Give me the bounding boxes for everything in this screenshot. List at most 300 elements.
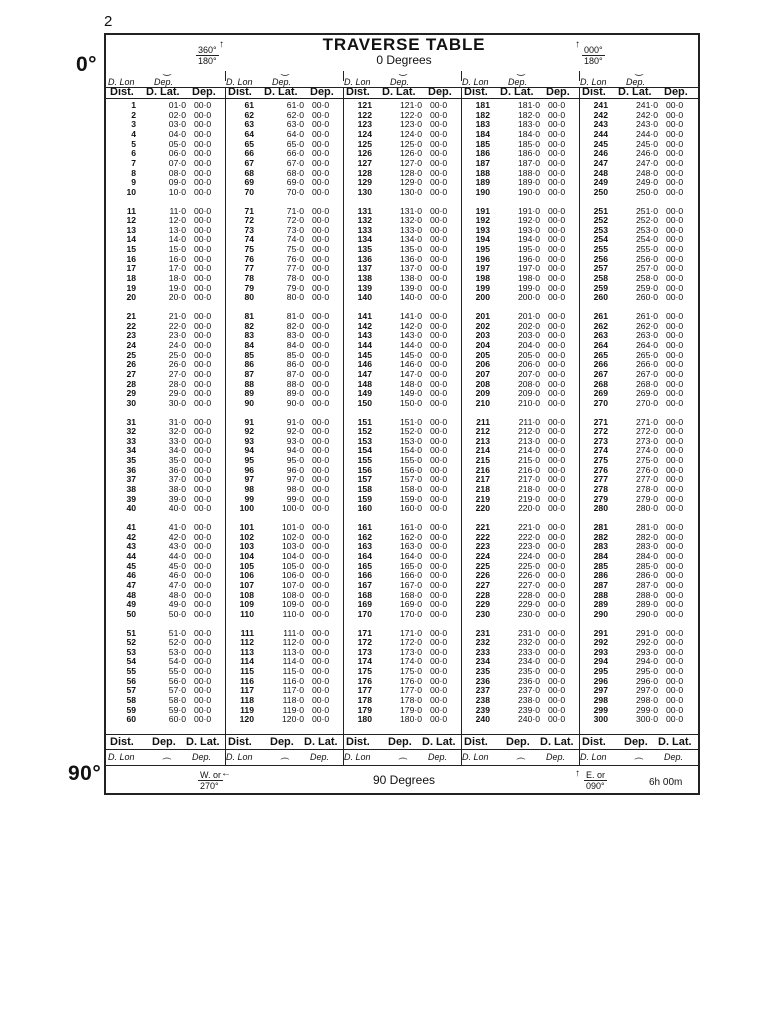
dist-cell: 129 <box>357 177 372 188</box>
dep-cell: 00·0 <box>548 464 566 475</box>
dlat-cell: 59·0 <box>168 704 186 715</box>
dlat-cell: 77·0 <box>286 263 304 274</box>
dlat-cell: 194·0 <box>518 234 540 245</box>
page-number: 2 <box>104 13 113 30</box>
dep-cell: 00·0 <box>430 550 448 561</box>
footer-dist: Dist. <box>582 736 606 748</box>
dep-cell: 00·0 <box>194 148 212 159</box>
dep-cell: 00·0 <box>430 704 448 715</box>
dep-cell: 00·0 <box>548 570 566 581</box>
dep-cell: 00·0 <box>430 685 448 696</box>
dlat-cell: 79·0 <box>286 282 304 293</box>
dlat-cell: 158·0 <box>400 484 422 495</box>
dist-cell: 168 <box>357 589 372 600</box>
dep-cell: 00·0 <box>312 263 330 274</box>
dist-cell: 130 <box>357 186 372 197</box>
table-row <box>112 293 224 303</box>
dlat-cell: 235·0 <box>518 666 540 677</box>
dist-cell: 197 <box>475 263 490 274</box>
dep-cell: 00·0 <box>194 167 212 178</box>
dist-cell: 220 <box>475 503 490 514</box>
dep-cell: 00·0 <box>430 627 448 638</box>
dist-cell: 28 <box>126 378 136 389</box>
dep-cell: 00·0 <box>548 435 566 446</box>
dep-cell: 00·0 <box>548 234 566 245</box>
dep-cell: 00·0 <box>194 234 212 245</box>
dlat-cell: 247·0 <box>636 157 658 168</box>
dist-cell: 239 <box>475 704 490 715</box>
dist-cell: 49 <box>126 599 136 610</box>
brace-mark: ⏜ <box>398 758 408 768</box>
dist-cell: 117 <box>240 685 254 696</box>
dist-cell: 91 <box>244 416 254 427</box>
dist-cell: 279 <box>593 493 608 504</box>
dlat-cell: 111·0 <box>283 627 304 638</box>
dlat-cell: 290·0 <box>636 608 658 619</box>
dlat-cell: 176·0 <box>400 675 422 686</box>
dlat-cell: 32·0 <box>168 426 186 437</box>
table-row <box>348 188 460 198</box>
dep-cell: 00·0 <box>312 339 330 350</box>
bottom-left-quadrant-bottom: 270° <box>200 781 219 791</box>
dep-cell: 00·0 <box>312 234 330 245</box>
dlat-cell: 106·0 <box>282 570 304 581</box>
dlat-cell: 62·0 <box>286 109 304 120</box>
dlat-cell: 152·0 <box>400 426 422 437</box>
dist-cell: 214 <box>475 445 490 456</box>
table-row <box>348 610 460 620</box>
header-lat: D. Lat. <box>500 86 534 98</box>
dep-cell: 00·0 <box>548 320 566 331</box>
dist-cell: 289 <box>593 599 608 610</box>
dlat-cell: 16·0 <box>168 253 186 264</box>
dlat-cell: 295·0 <box>636 666 658 677</box>
dlat-cell: 38·0 <box>168 484 186 495</box>
dlat-cell: 109·0 <box>282 599 304 610</box>
dist-cell: 14 <box>126 234 136 245</box>
dep-cell: 00·0 <box>666 148 684 159</box>
dist-cell: 5 <box>131 138 136 149</box>
dist-cell: 193 <box>475 224 490 235</box>
dlat-cell: 188·0 <box>518 167 540 178</box>
dep-cell: 00·0 <box>312 570 330 581</box>
dlat-cell: 31·0 <box>168 416 186 427</box>
dist-cell: 247 <box>593 157 608 168</box>
dist-cell: 81 <box>244 311 254 321</box>
dep-cell: 00·0 <box>548 531 566 542</box>
table-row <box>112 715 224 725</box>
dlat-cell: 159·0 <box>400 493 422 504</box>
dist-cell: 293 <box>593 646 608 657</box>
dep-cell: 00·0 <box>666 253 684 264</box>
dist-cell: 234 <box>475 656 490 667</box>
dep-cell: 00·0 <box>548 416 566 427</box>
header-dep: Dep. <box>428 86 452 98</box>
header-dist: Dist. <box>110 86 134 98</box>
dist-cell: 53 <box>126 646 136 657</box>
dep-cell: 00·0 <box>430 388 448 399</box>
dep-cell: 00·0 <box>666 186 684 197</box>
dist-cell: 125 <box>357 138 372 149</box>
dlat-cell: 270·0 <box>636 397 658 408</box>
dep-cell: 00·0 <box>430 138 448 149</box>
dist-cell: 9 <box>131 177 136 188</box>
dep-cell: 00·0 <box>430 263 448 274</box>
dlat-cell: 94·0 <box>286 445 304 456</box>
header-lat: D. Lat. <box>264 86 298 98</box>
dep-cell: 00·0 <box>430 464 448 475</box>
dist-cell: 136 <box>357 253 372 264</box>
dist-cell: 66 <box>244 148 254 159</box>
dep-cell: 00·0 <box>312 100 330 110</box>
dep-cell: 00·0 <box>194 263 212 274</box>
dist-cell: 180 <box>357 714 372 725</box>
dep-cell: 00·0 <box>194 608 212 619</box>
dlat-cell: 02·0 <box>168 109 186 120</box>
dlat-cell: 167·0 <box>400 579 422 590</box>
dist-cell: 33 <box>126 435 136 446</box>
dist-cell: 46 <box>126 570 136 581</box>
dlat-cell: 262·0 <box>636 320 658 331</box>
dlat-cell: 266·0 <box>636 359 658 370</box>
dep-cell: 00·0 <box>430 273 448 284</box>
dlat-cell: 68·0 <box>286 167 304 178</box>
dist-cell: 226 <box>475 570 490 581</box>
table-row <box>466 293 578 303</box>
dlat-cell: 112·0 <box>282 637 304 648</box>
dlat-cell: 115·0 <box>282 666 304 677</box>
dist-cell: 94 <box>244 445 254 456</box>
dist-cell: 139 <box>357 282 372 293</box>
dlat-cell: 120·0 <box>282 714 304 725</box>
dlat-cell: 210·0 <box>518 397 540 408</box>
dlat-cell: 239·0 <box>518 704 540 715</box>
dist-cell: 25 <box>126 349 136 360</box>
dlat-cell: 255·0 <box>636 244 658 255</box>
footer-dist: Dist. <box>228 736 252 748</box>
dep-cell: 00·0 <box>548 589 566 600</box>
dlat-cell: 06·0 <box>168 148 186 159</box>
top-right-quadrant-bottom: 180° <box>584 56 603 66</box>
dep-cell: 00·0 <box>666 608 684 619</box>
time-label: 6h 00m <box>649 777 683 788</box>
dlat-cell: 298·0 <box>636 695 658 706</box>
dep-cell: 00·0 <box>312 273 330 284</box>
dist-cell: 86 <box>244 359 254 370</box>
dep-cell: 00·0 <box>312 157 330 168</box>
dist-cell: 221 <box>475 522 490 532</box>
dlat-cell: 177·0 <box>400 685 422 696</box>
dist-cell: 286 <box>593 570 608 581</box>
dist-cell: 69 <box>244 177 254 188</box>
dist-cell: 1 <box>131 100 136 110</box>
dep-cell: 00·0 <box>666 541 684 552</box>
dep-cell: 00·0 <box>312 599 330 610</box>
dep-cell: 00·0 <box>548 637 566 648</box>
dep-cell: 00·0 <box>194 349 212 360</box>
column-divider <box>225 87 226 765</box>
dist-cell: 271 <box>593 416 608 427</box>
dlat-cell: 139·0 <box>400 282 422 293</box>
dep-label: Dep. <box>390 77 410 87</box>
dist-cell: 242 <box>593 109 608 120</box>
dlat-cell: 33·0 <box>168 435 186 446</box>
dist-cell: 64 <box>244 128 254 139</box>
dep-cell: 00·0 <box>666 320 684 331</box>
dist-cell: 251 <box>593 205 608 216</box>
dlat-cell: 29·0 <box>168 388 186 399</box>
dist-cell: 32 <box>126 426 136 437</box>
dist-cell: 121 <box>357 100 372 110</box>
dist-cell: 181 <box>475 100 490 110</box>
dist-cell: 20 <box>126 292 136 303</box>
dlat-cell: 168·0 <box>400 589 422 600</box>
dep-cell: 00·0 <box>312 531 330 542</box>
dist-cell: 85 <box>244 349 254 360</box>
dist-cell: 275 <box>593 455 608 466</box>
dep-cell: 00·0 <box>666 455 684 466</box>
dist-cell: 111 <box>240 627 254 638</box>
dist-cell: 104 <box>239 550 254 561</box>
dlat-cell: 203·0 <box>518 330 540 341</box>
dep-cell: 00·0 <box>194 244 212 255</box>
dist-cell: 245 <box>593 138 608 149</box>
dist-cell: 50 <box>126 608 136 619</box>
dlat-cell: 126·0 <box>400 148 422 159</box>
dep-cell: 00·0 <box>430 349 448 360</box>
dep-cell: 00·0 <box>312 695 330 706</box>
dist-cell: 235 <box>475 666 490 677</box>
dep-cell: 00·0 <box>312 541 330 552</box>
dist-cell: 131 <box>357 205 372 216</box>
dep-cell: 00·0 <box>430 570 448 581</box>
table-row <box>466 504 578 514</box>
dist-cell: 277 <box>593 474 608 485</box>
dep-cell: 00·0 <box>430 282 448 293</box>
dep-cell: 00·0 <box>194 493 212 504</box>
dep-cell: 00·0 <box>548 339 566 350</box>
dep-cell: 00·0 <box>548 550 566 561</box>
dist-cell: 190 <box>475 186 490 197</box>
dlat-cell: 75·0 <box>286 244 304 255</box>
dist-cell: 174 <box>357 656 372 667</box>
dep-cell: 00·0 <box>312 550 330 561</box>
dlat-cell: 23·0 <box>168 330 186 341</box>
dlat-cell: 91·0 <box>286 416 304 427</box>
dlat-cell: 163·0 <box>400 541 422 552</box>
dist-cell: 229 <box>475 599 490 610</box>
dist-cell: 238 <box>475 695 490 706</box>
dist-cell: 114 <box>240 656 254 667</box>
dep-cell: 00·0 <box>312 177 330 188</box>
dlat-cell: 162·0 <box>400 531 422 542</box>
dep-cell: 00·0 <box>194 646 212 657</box>
dlat-cell: 242·0 <box>636 109 658 120</box>
dist-cell: 47 <box>126 579 136 590</box>
dist-cell: 287 <box>593 579 608 590</box>
dist-cell: 200 <box>475 292 490 303</box>
dep-cell: 00·0 <box>194 109 212 120</box>
dep-cell: 00·0 <box>194 215 212 226</box>
dlat-cell: 245·0 <box>636 138 658 149</box>
dep-cell: 00·0 <box>548 522 566 532</box>
dist-cell: 228 <box>475 589 490 600</box>
dist-cell: 159 <box>357 493 372 504</box>
dist-cell: 123 <box>357 119 372 130</box>
dist-cell: 219 <box>475 493 490 504</box>
dist-cell: 99 <box>244 493 254 504</box>
dep-cell: 00·0 <box>312 455 330 466</box>
dlat-cell: 13·0 <box>168 224 186 235</box>
dep-cell: 00·0 <box>548 455 566 466</box>
dep-cell: 00·0 <box>548 646 566 657</box>
dist-cell: 218 <box>475 484 490 495</box>
dist-cell: 212 <box>475 426 490 437</box>
dist-cell: 244 <box>593 128 608 139</box>
dlat-cell: 45·0 <box>168 560 186 571</box>
dist-cell: 246 <box>593 148 608 159</box>
dep-cell: 00·0 <box>430 646 448 657</box>
dep-cell: 00·0 <box>194 205 212 216</box>
dep-cell: 00·0 <box>548 685 566 696</box>
dlat-cell: 76·0 <box>286 253 304 264</box>
dist-cell: 137 <box>357 263 372 274</box>
footer-dep: Dep. <box>152 736 176 748</box>
dist-cell: 149 <box>357 388 372 399</box>
dist-cell: 105 <box>239 560 254 571</box>
dlat-cell: 130·0 <box>400 186 422 197</box>
dlat-cell: 246·0 <box>636 148 658 159</box>
dlat-cell: 144·0 <box>400 339 422 350</box>
dep-cell: 00·0 <box>548 138 566 149</box>
dlat-cell: 281·0 <box>636 522 658 532</box>
dlat-cell: 164·0 <box>400 550 422 561</box>
table-row <box>466 188 578 198</box>
dep-cell: 00·0 <box>548 177 566 188</box>
table-row <box>230 715 342 725</box>
bottom-right-quadrant-top: E. or <box>586 770 606 780</box>
dist-cell: 166 <box>357 570 372 581</box>
dist-cell: 158 <box>357 484 372 495</box>
dist-cell: 55 <box>126 666 136 677</box>
dlat-cell: 116·0 <box>282 675 304 686</box>
dep-cell: 00·0 <box>194 311 212 321</box>
dep-cell: 00·0 <box>666 157 684 168</box>
dist-cell: 290 <box>593 608 608 619</box>
dep-cell: 00·0 <box>666 675 684 686</box>
dep-cell: 00·0 <box>194 675 212 686</box>
dist-cell: 48 <box>126 589 136 600</box>
dep-cell: 00·0 <box>312 416 330 427</box>
dist-cell: 263 <box>593 330 608 341</box>
dep-cell: 00·0 <box>548 349 566 360</box>
dlat-cell: 207·0 <box>518 368 540 379</box>
dep-cell: 00·0 <box>548 292 566 303</box>
dep-cell: 00·0 <box>194 637 212 648</box>
dlat-cell: 182·0 <box>518 109 540 120</box>
dist-cell: 6 <box>131 148 136 159</box>
dlon-label: D. Lon <box>226 752 253 762</box>
footer-rule <box>106 734 698 735</box>
dlat-cell: 285·0 <box>636 560 658 571</box>
dlat-cell: 234·0 <box>518 656 540 667</box>
dep-cell: 00·0 <box>430 177 448 188</box>
dist-cell: 167 <box>357 579 372 590</box>
dlat-cell: 243·0 <box>636 119 658 130</box>
dep-cell: 00·0 <box>548 282 566 293</box>
header-lat: D. Lat. <box>146 86 180 98</box>
dist-cell: 253 <box>593 224 608 235</box>
dep-cell: 00·0 <box>666 493 684 504</box>
dlat-cell: 147·0 <box>400 368 422 379</box>
dep-cell: 00·0 <box>666 397 684 408</box>
dlat-cell: 131·0 <box>400 205 422 216</box>
dlat-cell: 228·0 <box>518 589 540 600</box>
dep-cell: 00·0 <box>430 253 448 264</box>
column-divider <box>461 87 462 765</box>
dlat-cell: 104·0 <box>282 550 304 561</box>
dep-cell: 00·0 <box>194 273 212 284</box>
dep-cell: 00·0 <box>666 522 684 532</box>
dlat-cell: 220·0 <box>518 503 540 514</box>
dlat-cell: 146·0 <box>400 359 422 370</box>
dlat-cell: 83·0 <box>286 330 304 341</box>
dep-cell: 00·0 <box>430 157 448 168</box>
dep-cell: 00·0 <box>548 579 566 590</box>
dep-cell: 00·0 <box>312 167 330 178</box>
dist-cell: 98 <box>244 484 254 495</box>
dist-cell: 186 <box>475 148 490 159</box>
dlat-cell: 39·0 <box>168 493 186 504</box>
dlat-cell: 18·0 <box>168 273 186 284</box>
table-row <box>230 188 342 198</box>
dep-cell: 00·0 <box>194 435 212 446</box>
footer-rule <box>106 749 698 750</box>
dep-cell: 00·0 <box>312 253 330 264</box>
header-dist: Dist. <box>464 86 488 98</box>
dep-cell: 00·0 <box>548 388 566 399</box>
dist-cell: 207 <box>475 368 490 379</box>
dlat-cell: 114·0 <box>282 656 304 667</box>
dlat-cell: 136·0 <box>400 253 422 264</box>
dlat-cell: 101·0 <box>282 522 304 532</box>
dep-cell: 00·0 <box>194 416 212 427</box>
dist-cell: 261 <box>593 311 608 321</box>
dist-cell: 128 <box>357 167 372 178</box>
dist-cell: 87 <box>244 368 254 379</box>
dep-cell: 00·0 <box>430 100 448 110</box>
dlat-cell: 41·0 <box>168 522 186 532</box>
dist-cell: 79 <box>244 282 254 293</box>
dlat-cell: 43·0 <box>168 541 186 552</box>
dep-cell: 00·0 <box>548 445 566 456</box>
dep-cell: 00·0 <box>194 464 212 475</box>
dep-cell: 00·0 <box>548 311 566 321</box>
footer-dist: Dist. <box>464 736 488 748</box>
dep-cell: 00·0 <box>194 531 212 542</box>
dist-cell: 227 <box>475 579 490 590</box>
dist-cell: 72 <box>244 215 254 226</box>
dist-cell: 288 <box>593 589 608 600</box>
dlat-cell: 196·0 <box>518 253 540 264</box>
dist-cell: 231 <box>475 627 490 638</box>
dist-cell: 187 <box>475 157 490 168</box>
dist-cell: 3 <box>131 119 136 130</box>
dep-cell: 00·0 <box>430 522 448 532</box>
dlat-cell: 171·0 <box>400 627 422 638</box>
dist-cell: 109 <box>239 599 254 610</box>
dep-cell: 00·0 <box>666 560 684 571</box>
